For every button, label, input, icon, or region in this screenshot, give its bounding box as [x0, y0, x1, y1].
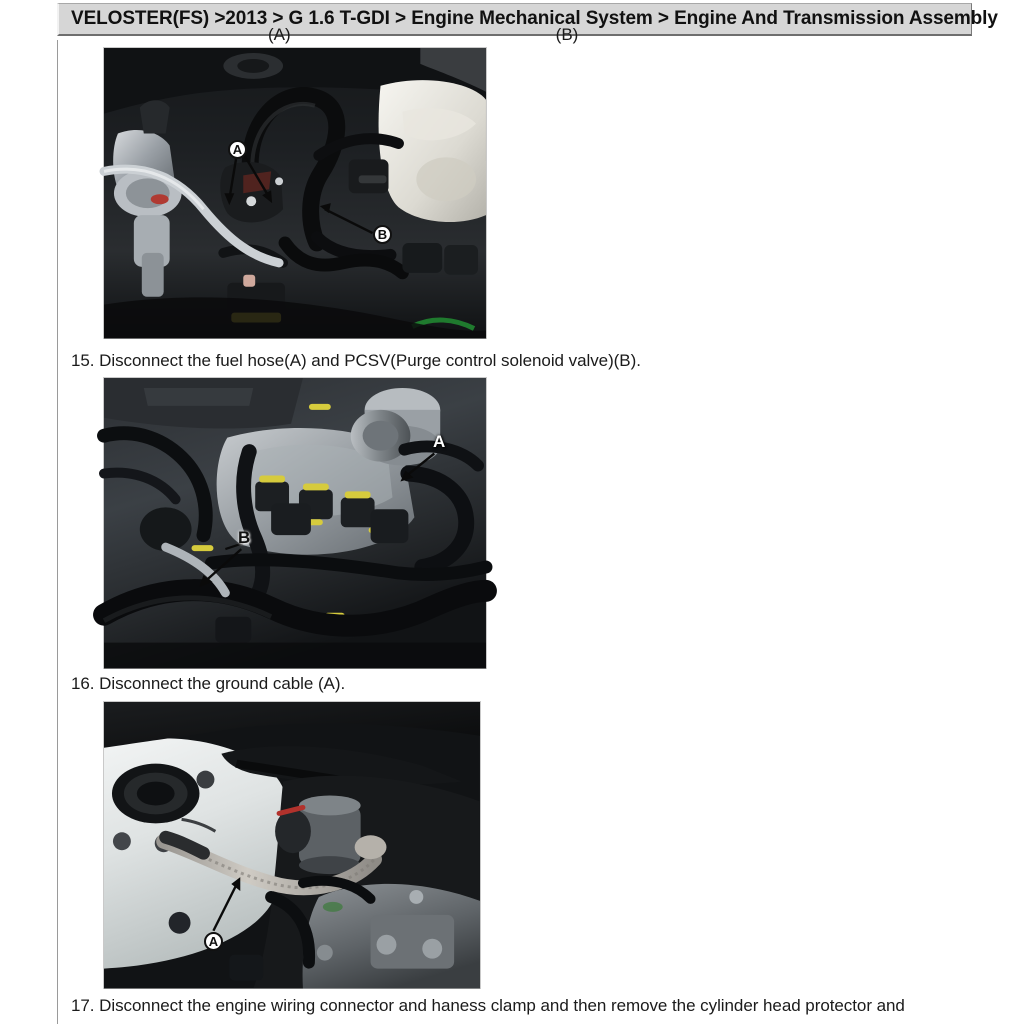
step-15-caption: 15. Disconnect the fuel hose(A) and PCSV(Purge control solenoid valve)(B). — [71, 351, 641, 370]
step-16-photo — [103, 377, 487, 669]
engine-bay-fuel-hose-pcsv-photo — [104, 48, 486, 338]
left-gutter — [0, 0, 57, 1024]
step-16-caption: 16. Disconnect the ground cable (A). — [71, 674, 346, 693]
step-17-caption: 17. Disconnect the engine wiring connector and haness clamp and then remove the cylinder head protector and — [71, 996, 905, 1015]
callout-badge-a: A — [204, 932, 223, 951]
document-body — [57, 25, 1024, 1024]
clipped-callout-b: (B) — [555, 25, 579, 44]
callout-badge-a: A — [433, 432, 446, 451]
step-15-photo — [103, 47, 487, 339]
breadcrumb-text: VELOSTER(FS) >2013 > G 1.6 T-GDI > Engine Mechanical System > Engine And Transmission Assembly — [71, 8, 998, 29]
callout-badge-b: B — [238, 528, 251, 547]
step-17-photo — [103, 701, 481, 989]
callout-badge-a: A — [228, 140, 247, 159]
clipped-previous-line — [58, 25, 1025, 44]
clipped-previous-line-text — [268, 25, 578, 45]
callout-badge-b: B — [373, 225, 392, 244]
clipped-callout-a: (A) — [268, 25, 291, 44]
engine-bay-injector-rail-photo — [104, 378, 486, 668]
engine-bay-ground-cable-photo — [104, 702, 480, 988]
